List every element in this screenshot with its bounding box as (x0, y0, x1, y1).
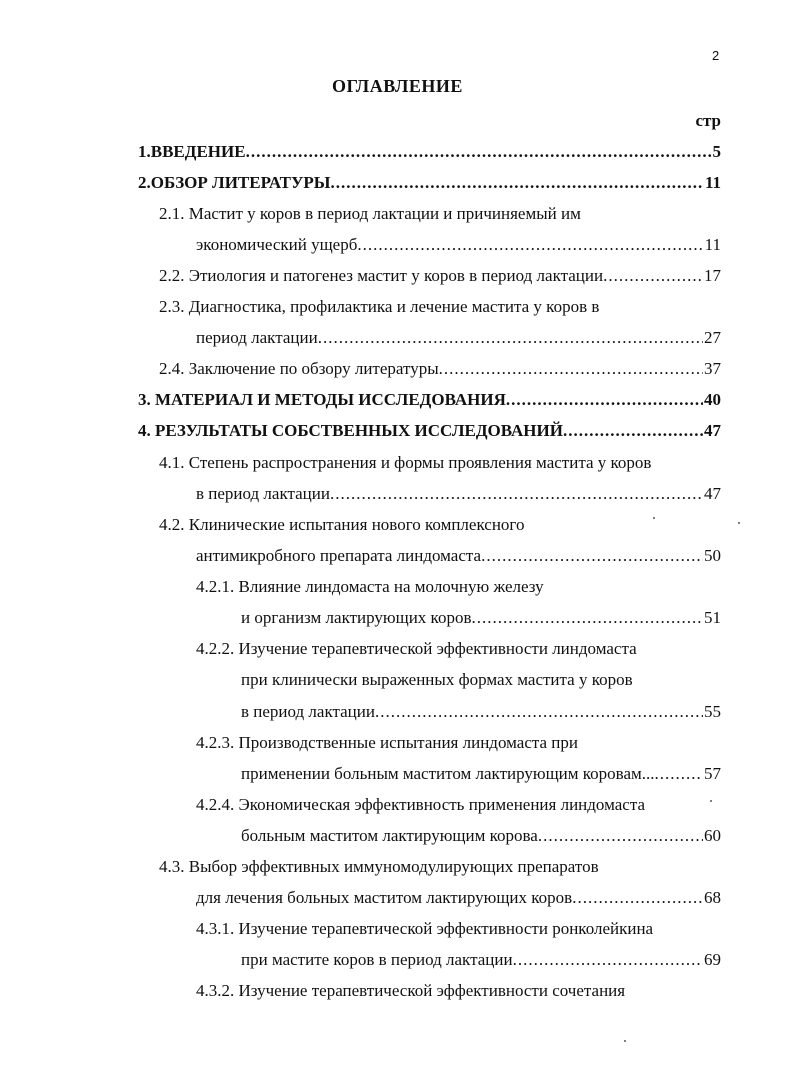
toc-entry (196, 234, 721, 256)
toc-entry (138, 389, 721, 411)
dot-leader (538, 825, 703, 847)
toc-entry-text: при мастите коров в период лактации (241, 950, 513, 969)
dot-leader (655, 763, 703, 785)
toc-entry-text: 4.3.1. Изучение терапевтической эффективности ронколейкина (196, 919, 654, 938)
toc-entry-text: период лактации (196, 328, 318, 347)
dot-leader (318, 327, 703, 349)
toc-entry-text: 4.1. Степень распространения и формы проявления мастита у коров (159, 453, 652, 472)
toc-entry-text: 4.2.3. Производственные испытания линдомаста при (196, 733, 578, 752)
toc-entry-text: 4. РЕЗУЛЬТАТЫ СОБСТВЕННЫХ ИССЛЕДОВАНИЙ (138, 421, 563, 440)
page-column-label: стр (695, 111, 721, 130)
toc-entry-text: 4.2.4. Экономическая эффективность применения линдомаста (196, 795, 646, 814)
toc-entry (159, 856, 599, 878)
dot-leader (246, 141, 712, 163)
scan-speck (710, 800, 712, 802)
toc-entry (138, 420, 721, 442)
toc-entry-page: 69 (704, 950, 721, 969)
toc-entry-page: 5 (712, 142, 721, 161)
toc-entry (196, 887, 721, 909)
toc-entry-page: 51 (704, 608, 721, 627)
page-title: ОГЛАВЛЕНИЕ (332, 76, 463, 96)
toc-entry-page: 27 (704, 328, 721, 347)
toc-entry-text: 2.2. Этиология и патогенез мастит у коров в период лактации (159, 266, 604, 285)
dot-leader (375, 701, 703, 723)
toc-entry (196, 918, 653, 940)
dot-leader (331, 172, 704, 194)
toc-entry-text: при клинически выраженных формах мастита у коров (241, 670, 633, 689)
toc-entry-page: 68 (704, 888, 721, 907)
toc-entry-text: антимикробного препарата линдомаста (196, 546, 482, 565)
toc-entry (159, 203, 581, 225)
toc-entry (196, 732, 578, 754)
toc-entry (196, 638, 637, 660)
dot-leader (603, 265, 703, 287)
dot-leader (506, 389, 703, 411)
toc-entry-page: 11 (704, 235, 721, 254)
toc-entry-text: 3. МАТЕРИАЛ И МЕТОДЫ ИССЛЕДОВАНИЯ (138, 390, 506, 409)
toc-entry-text: 4.2. Клинические испытания нового комплексного (159, 515, 525, 534)
toc-entry (196, 980, 625, 1002)
toc-entry (241, 669, 633, 691)
toc-entry (159, 265, 721, 287)
toc-entry-text: 2.1. Мастит у коров в период лактации и причиняемый им (159, 204, 581, 223)
toc-entry-text: 4.2.1. Влияние линдомаста на молочную железу (196, 577, 544, 596)
toc-entry-page: 11 (704, 173, 721, 192)
toc-entry-text: 2.ОБЗОР ЛИТЕРАТУРЫ (138, 173, 331, 192)
dot-leader (572, 887, 703, 909)
toc-entry (241, 607, 721, 629)
toc-entry-text: 4.2.2. Изучение терапевтической эффективности линдомаста (196, 639, 637, 658)
toc-entry-page: 17 (704, 266, 721, 285)
toc-entry-text: в период лактации (196, 484, 330, 503)
dot-leader (471, 607, 703, 629)
page-number: 2 (712, 48, 720, 63)
toc-entry-page: 37 (704, 359, 721, 378)
dot-leader (513, 949, 703, 971)
scan-speck (624, 1040, 626, 1042)
toc-entry-page: 40 (704, 390, 721, 409)
toc-entry-text: 2.3. Диагностика, профилактика и лечение мастита у коров в (159, 297, 600, 316)
dot-leader (439, 358, 703, 380)
toc-entry-text: 2.4. Заключение по обзору литературы (159, 359, 439, 378)
toc-entry-text: больным маститом лактирующим корова (241, 826, 538, 845)
toc-entry (196, 483, 721, 505)
toc-entry (159, 296, 599, 318)
toc-entry-page: 47 (704, 421, 721, 440)
scan-speck (653, 517, 655, 519)
toc-entry (159, 514, 524, 536)
dot-leader (357, 234, 703, 256)
toc-entry (138, 172, 721, 194)
toc-entry-page: 55 (704, 702, 721, 721)
toc-entry (159, 452, 651, 474)
toc-entry (241, 825, 721, 847)
dot-leader (481, 545, 703, 567)
toc-entry (241, 763, 721, 785)
toc-entry (138, 141, 721, 163)
toc-entry-page: 47 (704, 484, 721, 503)
toc-entry-text: экономический ущерб (196, 235, 358, 254)
toc-entry (196, 545, 721, 567)
toc-entry (241, 701, 721, 723)
toc-entry-text: 1.ВВЕДЕНИЕ (138, 142, 246, 161)
toc-entry-text: применении больным маститом лактирующим коровам... (241, 764, 655, 783)
toc-entry-page: 57 (704, 764, 721, 783)
toc-entry-text: для лечения больных маститом лактирующих коров (196, 888, 573, 907)
toc-entry-text: в период лактации (241, 702, 375, 721)
toc-entry (241, 949, 721, 971)
toc-entry-text: 4.3. Выбор эффективных иммуномодулирующих препаратов (159, 857, 599, 876)
dot-leader (330, 483, 703, 505)
toc-entry-page: 60 (704, 826, 721, 845)
toc-entry (196, 327, 721, 349)
toc-entry-text: и организм лактирующих коров (241, 608, 472, 627)
scan-speck (738, 522, 740, 524)
toc-entry-page: 50 (704, 546, 721, 565)
toc-entry-text: 4.3.2. Изучение терапевтической эффективности сочетания (196, 981, 626, 1000)
dot-leader (563, 420, 703, 442)
toc-entry (159, 358, 721, 380)
toc-entry (196, 794, 645, 816)
toc-entry (196, 576, 544, 598)
